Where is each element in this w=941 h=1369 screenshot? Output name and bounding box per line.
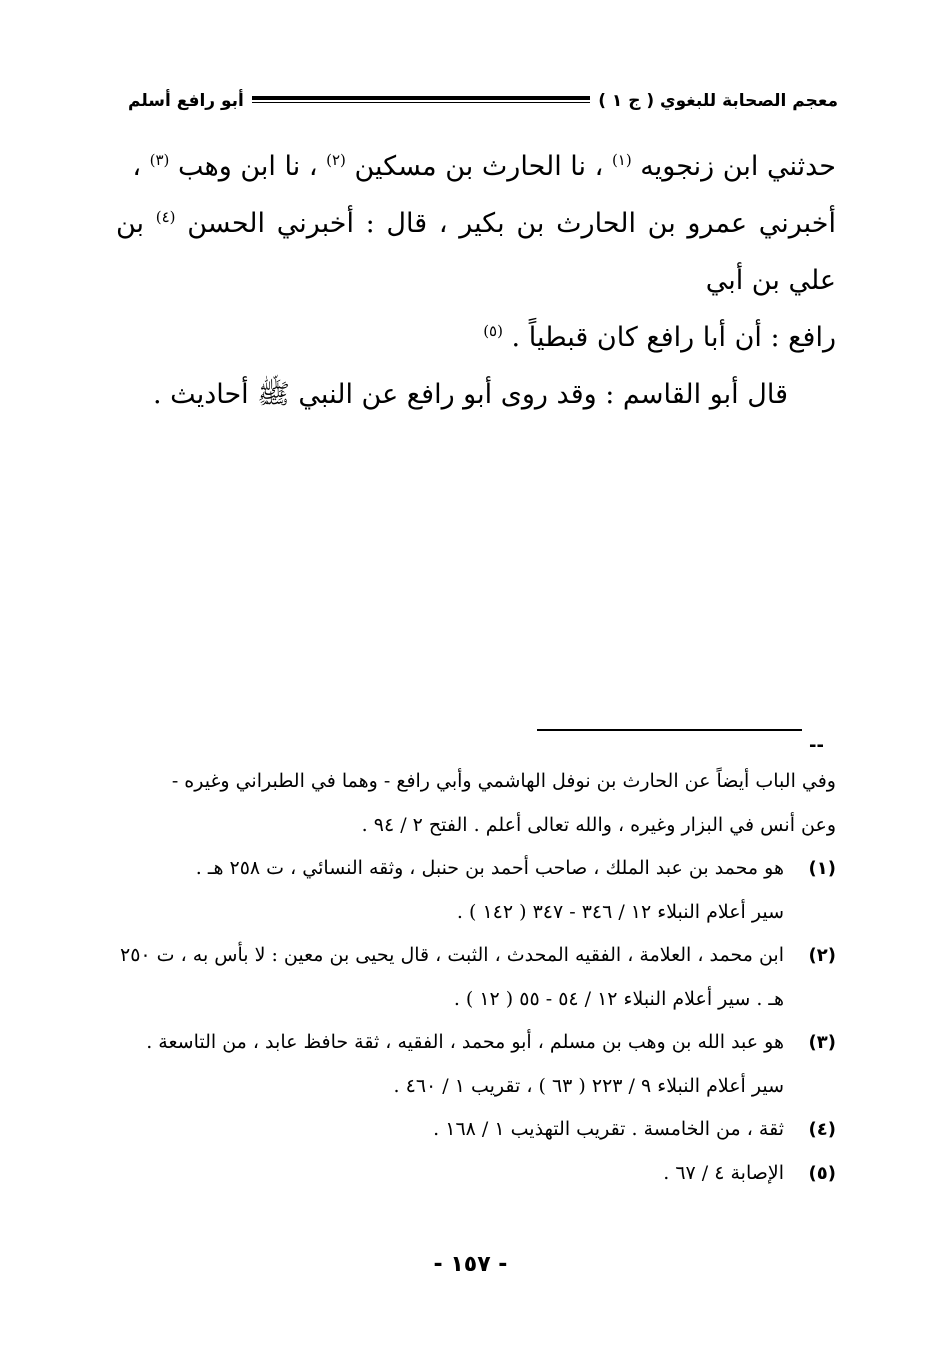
running-header: [128, 88, 838, 114]
footnote-number: (١): [808, 858, 836, 879]
body-text-segment: ،: [132, 151, 150, 182]
footnote-number: (٢): [808, 945, 836, 966]
body-line: [116, 138, 836, 195]
footnote-5: [126, 1152, 836, 1196]
body-text-segment: أخبرني عمرو بن الحارث بن بكير ، قال : أخبرني الحسن: [175, 208, 836, 239]
header-entry-name: أبو رافع أسلم: [128, 91, 244, 111]
separator-mark: --: [809, 735, 824, 756]
body-text-segment: ، نا ابن وهب: [169, 151, 327, 182]
page-number: - ١٥٧ -: [433, 1252, 508, 1277]
footnote-line: هـ . سير أعلام النبلاء ١٢ / ٥٤ - ٥٥ ( ١٢ ) .: [453, 987, 784, 1010]
footnote-marker: (٥): [483, 322, 503, 340]
body-text-segment: بن علي بن أبي: [116, 208, 836, 296]
hadith-paragraph: [116, 138, 836, 366]
footnote-marker: (٣): [149, 151, 170, 169]
footnote-line: الإصابة ٤ / ٦٧ .: [663, 1161, 784, 1184]
footnote-line: هو محمد بن عبد الملك ، صاحب أحمد بن حنبل ، وثقه النسائي ، ت ٢٥٨ هـ .: [195, 857, 784, 879]
footnote-preamble-line: وعن أنس في البزار وغيره ، والله تعالى أعلم . الفتح ٢ / ٩٤ .: [361, 813, 836, 836]
footnote-preamble-line: وفي الباب أيضاً عن الحارث بن نوفل الهاشمي وأبي رافع - وهما في الطبراني وغيره -: [171, 770, 836, 792]
footnote-3: [126, 1021, 836, 1108]
footnote-line: ثقة ، من الخامسة . تقريب التهذيب ١ / ١٦٨ .: [433, 1118, 784, 1140]
footnote-marker: (٤): [155, 208, 176, 226]
header-rule: [252, 96, 590, 103]
footnote-2: [120, 934, 836, 1021]
footnote-line: سير أعلام النبلاء ٩ / ٢٢٣ ( ٦٣ ) ، تقريب ١ / ٤٦٠ .: [393, 1074, 784, 1097]
footnote-number: (٤): [808, 1119, 836, 1140]
body-text-segment: ، نا الحارث بن مسكين: [345, 151, 612, 182]
footnote-1: [126, 847, 836, 934]
footnote-number: (٥): [808, 1162, 836, 1184]
main-text: [116, 138, 836, 423]
footnotes-section: [120, 760, 836, 1195]
footnote-marker: (٢): [326, 151, 346, 169]
footnote-line: هو عبد الله بن وهب بن مسلم ، أبو محمد ، الفقيه ، ثقة حافظ عابد ، من التاسعة .: [146, 1031, 784, 1053]
footnote-marker: (١): [611, 151, 632, 169]
footnote-line: سير أعلام النبلاء ١٢ / ٣٤٦ - ٣٤٧ ( ١٤٢ ) .: [456, 900, 784, 923]
footnote-4: [126, 1108, 836, 1152]
footnote-separator: [537, 729, 802, 731]
body-line: [116, 195, 836, 309]
body-text-segment: رافع : أن أبا رافع كان قبطياً .: [502, 322, 836, 353]
header-book-title: معجم الصحابة للبغوي ( ج ١ ): [598, 91, 838, 111]
body-line: [116, 309, 836, 366]
footnote-number: (٣): [808, 1032, 836, 1053]
body-text-segment: حدثني ابن زنجويه: [631, 151, 836, 182]
closing-statement: قال أبو القاسم : وقد روى أبو رافع عن النبي ﷺ أحاديث .: [153, 379, 788, 410]
footnote-line: ابن محمد ، العلامة ، الفقيه المحدث ، الثبت ، قال يحيى بن معين : لا بأس به ، ت ٢٥٠: [120, 944, 784, 966]
